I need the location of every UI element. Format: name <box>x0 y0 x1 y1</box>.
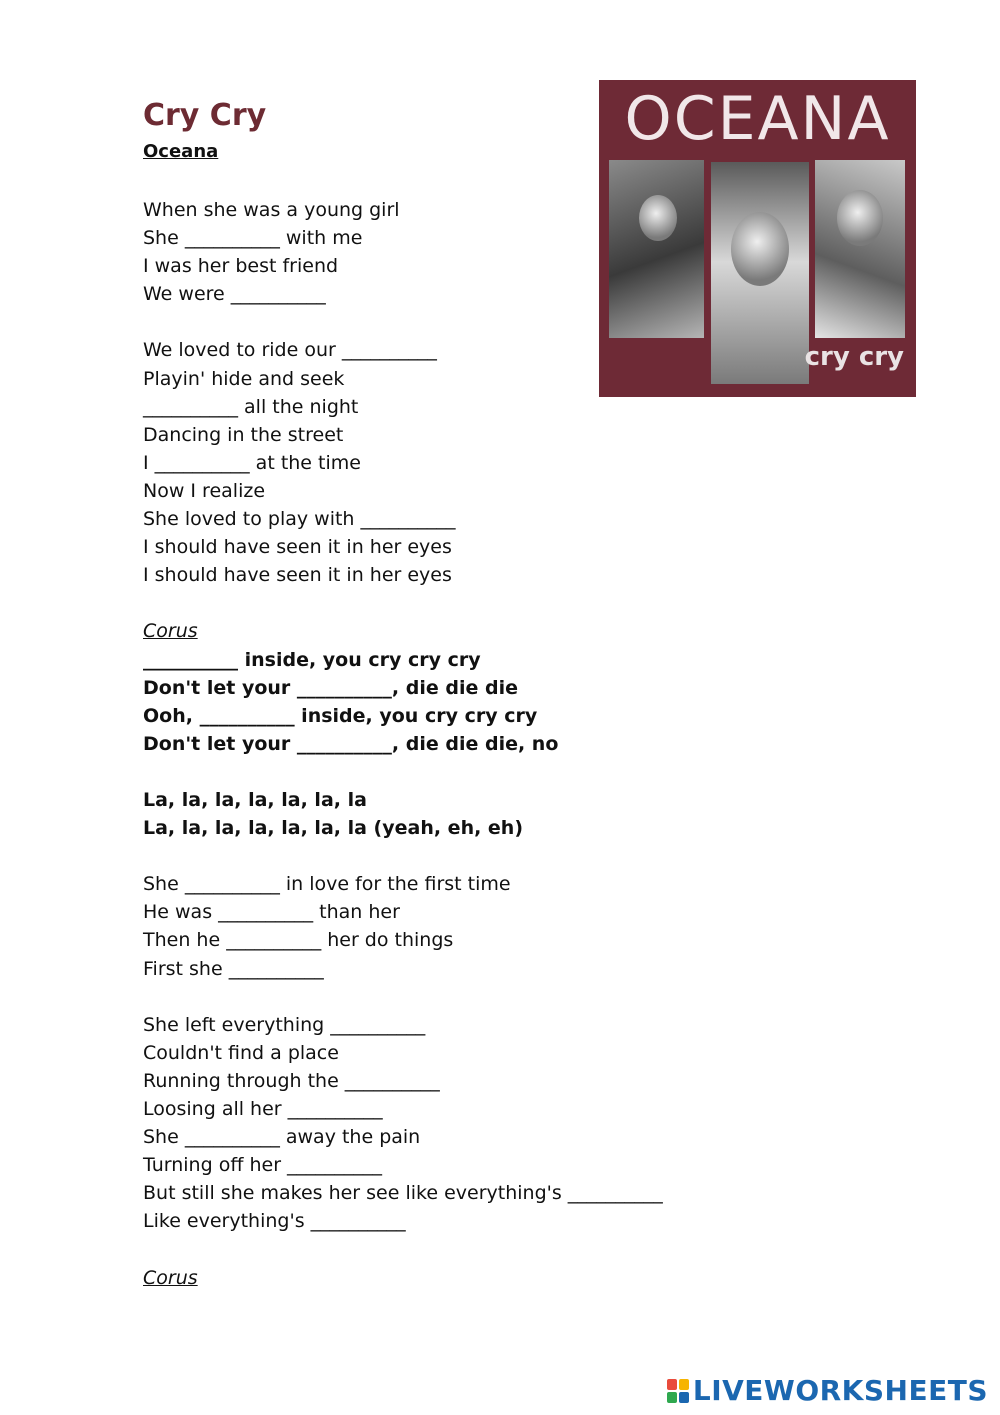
lyric-line: First she __________ <box>143 957 324 980</box>
liveworksheets-icon <box>667 1379 689 1403</box>
cover-photo-left <box>609 160 704 338</box>
lyric-line: Turning off her __________ <box>143 1154 383 1177</box>
lyric-line: Now I realize <box>143 479 266 502</box>
lyric-line: Running through the __________ <box>143 1069 440 1092</box>
artist-name: Oceana <box>143 141 219 162</box>
cover-title: OCEANA <box>624 84 891 154</box>
lyric-line: __________ all the night <box>143 395 359 418</box>
lyric-line: But still she makes her see like everything's __________ <box>143 1182 663 1205</box>
section-label: Corus <box>143 620 198 643</box>
section-label: Corus <box>143 1266 198 1289</box>
lyric-line: She __________ with me <box>143 227 363 250</box>
album-cover <box>599 80 916 397</box>
lyric-line: Then he __________ her do things <box>143 929 454 952</box>
lyric-line: She __________ in love for the first time <box>143 873 511 896</box>
stanza-gap <box>143 758 743 786</box>
lyric-line: Like everything's __________ <box>143 1210 406 1233</box>
lyric-line: We were __________ <box>143 283 326 306</box>
stanza-gap <box>143 589 743 617</box>
lyric-line: I should have seen it in her eyes <box>143 536 452 559</box>
song-title: Cry Cry <box>143 98 267 133</box>
cover-photo-center <box>711 162 809 384</box>
stanza-gap <box>143 842 743 870</box>
lyric-line: I __________ at the time <box>143 451 361 474</box>
lyric-line: Dancing in the street <box>143 423 344 446</box>
liveworksheets-logo <box>667 1374 988 1407</box>
lyric-line: Playin' hide and seek <box>143 367 345 390</box>
lyric-line: Don't let your __________, die die die <box>143 676 518 699</box>
stanza-gap <box>143 1235 743 1263</box>
lyric-line: I should have seen it in her eyes <box>143 564 452 587</box>
lyric-line: Loosing all her __________ <box>143 1098 383 1120</box>
cover-subtitle: cry cry <box>804 342 904 372</box>
lyric-line: She __________ away the pain <box>143 1126 421 1149</box>
liveworksheets-wordmark: LIVEWORKSHEETS <box>692 1374 988 1407</box>
lyric-line: La, la, la, la, la, la, la <box>143 788 367 811</box>
lyric-line: I was her best friend <box>143 255 339 278</box>
lyric-line: Don't let your __________, die die die, no <box>143 732 559 755</box>
lyric-line: Couldn't find a place <box>143 1041 339 1064</box>
stanza-gap <box>143 983 743 1011</box>
lyric-line: She loved to play with __________ <box>143 508 456 531</box>
lyric-line: She left everything __________ <box>143 1013 426 1036</box>
lyric-line: __________ inside, you cry cry cry <box>143 648 481 671</box>
lyric-line: We loved to ride our __________ <box>143 339 437 362</box>
lyric-line: He was __________ than her <box>143 901 400 924</box>
lyric-line: La, la, la, la, la, la, la (yeah, eh, eh) <box>143 817 524 840</box>
lyric-line: When she was a young girl <box>143 199 400 221</box>
lyric-line: Ooh, __________ inside, you cry cry cry <box>143 704 538 727</box>
cover-photo-right <box>815 160 905 338</box>
